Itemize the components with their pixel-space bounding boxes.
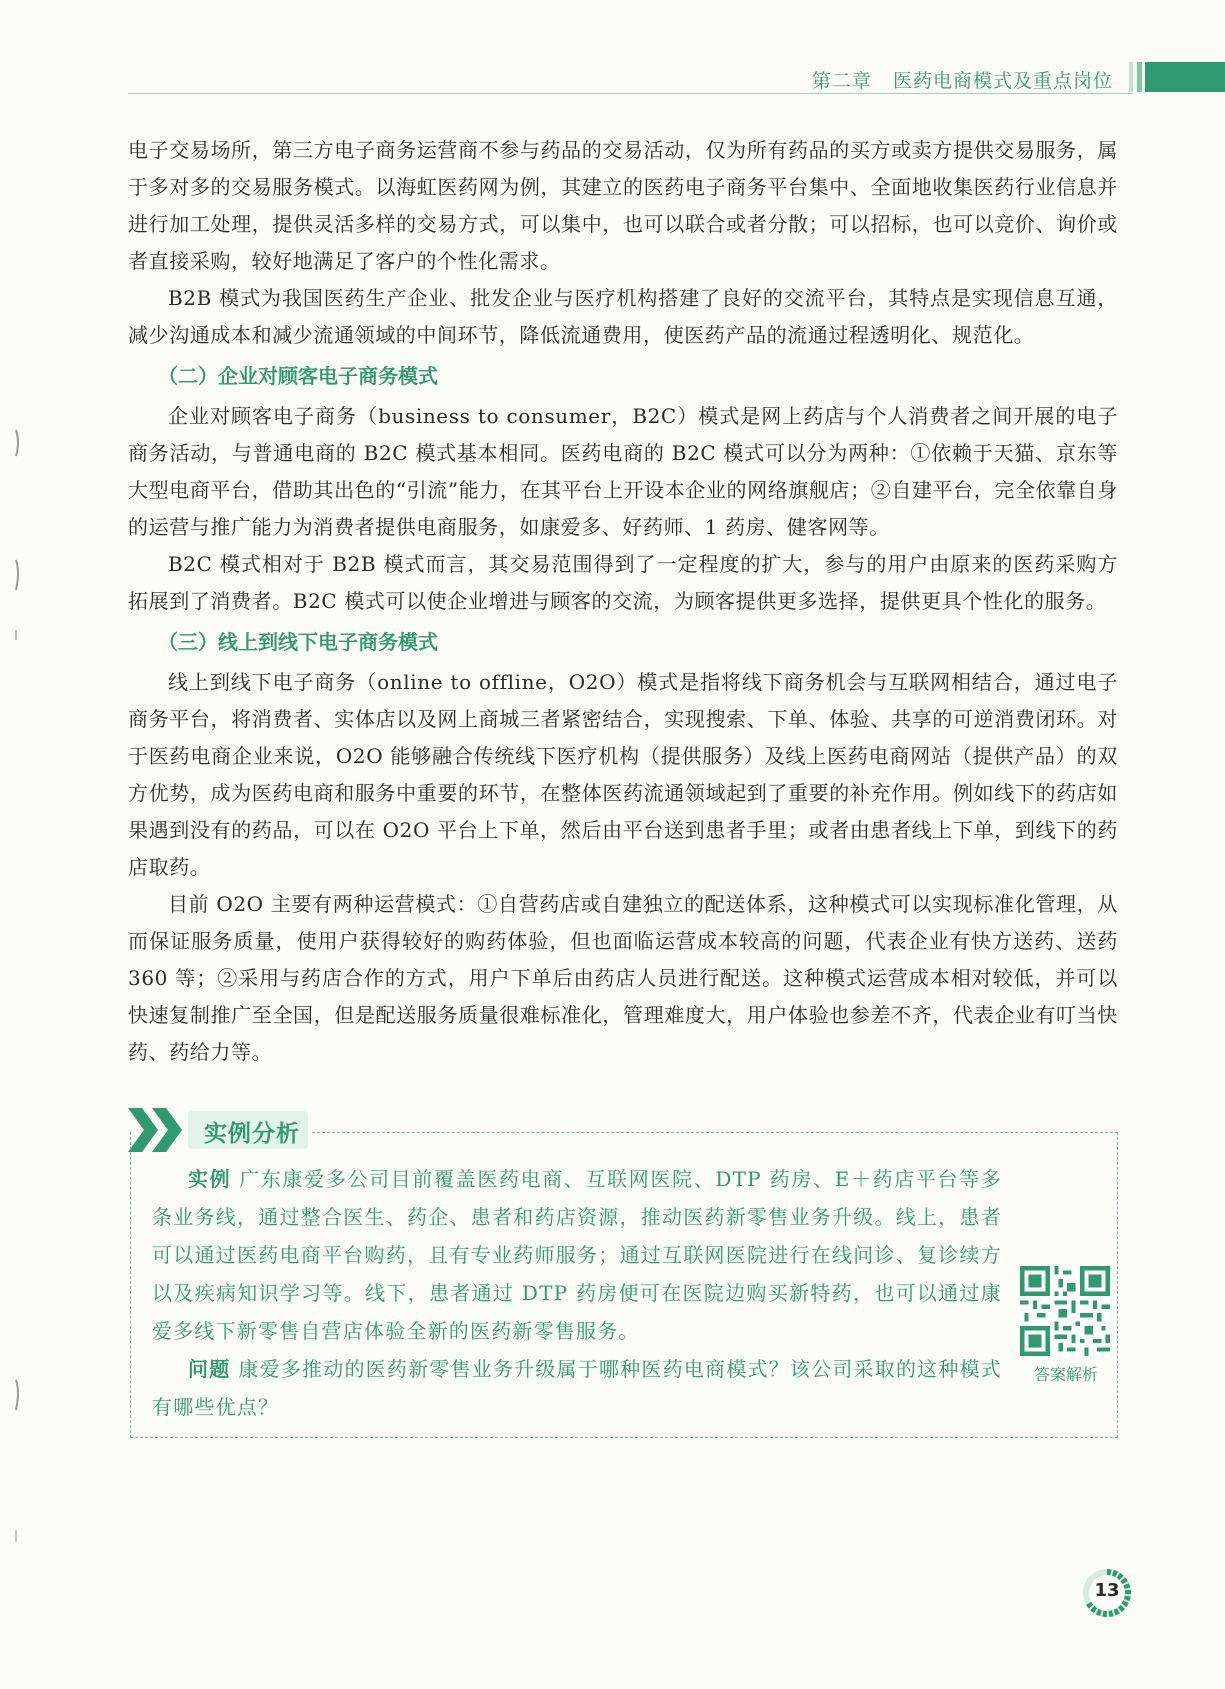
paragraph-6: 目前 O2O 主要有两种运营模式：①自营药店或自建独立的配送体系，这种模式可以实现标准化管理，从而保证服务质量，使用户获得较好的购药体验，但也面临运营成本较高的问题，代表企业有快方送药、送药 360 等；②采用与药店合作的方式，用户下单后由药店人员进行配送。这种模式运营成本相对较低，并可以快速复制推广至全国，但是配送服务质量很难标准化，管理难度大，用户体验也参差不齐，代表企业有叮当快药、药给力等。 <box>128 892 1118 1064</box>
question-label: 问题 <box>188 1357 231 1381</box>
section-heading-b2c: （二）企业对顾客电子商务模式 <box>158 364 438 388</box>
question-text: 康爱多推动的医药新零售业务升级属于哪种医药电商模式？该公司采取的这种模式有哪些优点？ <box>152 1357 1002 1419</box>
case-example <box>152 1160 1002 1350</box>
paragraph-3: 企业对顾客电子商务（business to consumer，B2C）模式是网上药店与个人消费者之间开展的电子商务活动，与普通电商的 B2C 模式基本相同。医药电商的 B2C 模式可以分为两种：①依赖于天猫、京东等大型电商平台，借助其出色的“引流”能力，在其平台上开设本企业的网络旗舰店；②自建平台，完全依靠自身的运营与推广能力为消费者提供电商服务，如康爱多、好药师、1 药房、健客网等。 <box>128 404 1118 539</box>
page-header <box>0 0 1225 96</box>
binding-marks <box>0 0 30 1685</box>
section-heading-o2o: （三）线上到线下电子商务模式 <box>158 630 438 654</box>
chapter-title: 医药电商模式及重点岗位 <box>892 70 1113 92</box>
main-text <box>128 132 1118 1071</box>
header-color-bar <box>1129 62 1225 92</box>
case-question <box>152 1350 1002 1426</box>
case-analysis-box <box>128 1108 1118 1438</box>
paragraph-5: 线上到线下电子商务（online to offline，O2O）模式是指将线下商务机会与互联网相结合，通过电子商务平台，将消费者、实体店以及网上商城三者紧密结合，实现搜索、下单、体验、共享的可逆消费闭环。对于医药电商企业来说，O2O 能够融合传统线下医疗机构（提供服务）及线上医药电商网站（提供产品）的双方优势，成为医药电商和服务中重要的环节，在整体医药流通领域起到了重要的补充作用。例如线下的药店如果遇到没有的药品，可以在 O2O 平台上下单，然后由平台送到患者手里；或者由患者线上下单，到线下的药店取药。 <box>128 670 1118 879</box>
qr-caption: 答案解析 <box>1033 1365 1098 1384</box>
qr-code-icon[interactable] <box>1020 1266 1110 1356</box>
example-text: 广东康爱多公司目前覆盖医药电商、互联网医院、DTP 药房、E＋药店平台等多条业务线，通过整合医生、药企、患者和药店资源，推动医药新零售业务升级。线上，患者可以通过医药电商平台购药，且有专业药师服务；通过互联网医院进行在线问诊、复诊续方以及疾病知识学习等。线下，患者通过 DTP 药房便可在医院边购买新特药，也可以通过康爱多线下新零售自营店体验全新的医药新零售服务。 <box>152 1167 1002 1343</box>
running-head <box>812 66 1113 93</box>
paragraph-2: B2B 模式为我国医药生产企业、批发企业与医疗机构搭建了良好的交流平台，其特点是实现信息互通，减少沟通成本和减少流通领域的中间环节，降低流通费用，使医药产品的流通过程透明化、规范化。 <box>128 286 1118 347</box>
header-rule <box>128 93 1133 94</box>
page-number: 13 <box>1094 1580 1120 1601</box>
paragraph-4: B2C 模式相对于 B2B 模式而言，其交易范围得到了一定程度的扩大，参与的用户由原来的医药采购方拓展到了消费者。B2C 模式可以使企业增进与顾客的交流，为顾客提供更多选择，提供更具个性化的服务。 <box>128 552 1118 613</box>
example-label: 实例 <box>188 1167 232 1191</box>
chapter-label: 第二章 <box>811 70 872 92</box>
case-body <box>152 1160 1002 1426</box>
paragraph-1: 电子交易场所，第三方电子商务运营商不参与药品的交易活动，仅为所有药品的买方或卖方提供交易服务，属于多对多的交易服务模式。以海虹医药网为例，其建立的医药电子商务平台集中、全面地收集医药行业信息并进行加工处理，提供灵活多样的交易方式，可以集中，也可以联合或者分散；可以招标，也可以竞价、询价或者直接采购，较好地满足了客户的个性化需求。 <box>128 138 1118 273</box>
case-title: 实例分析 <box>204 1121 300 1147</box>
